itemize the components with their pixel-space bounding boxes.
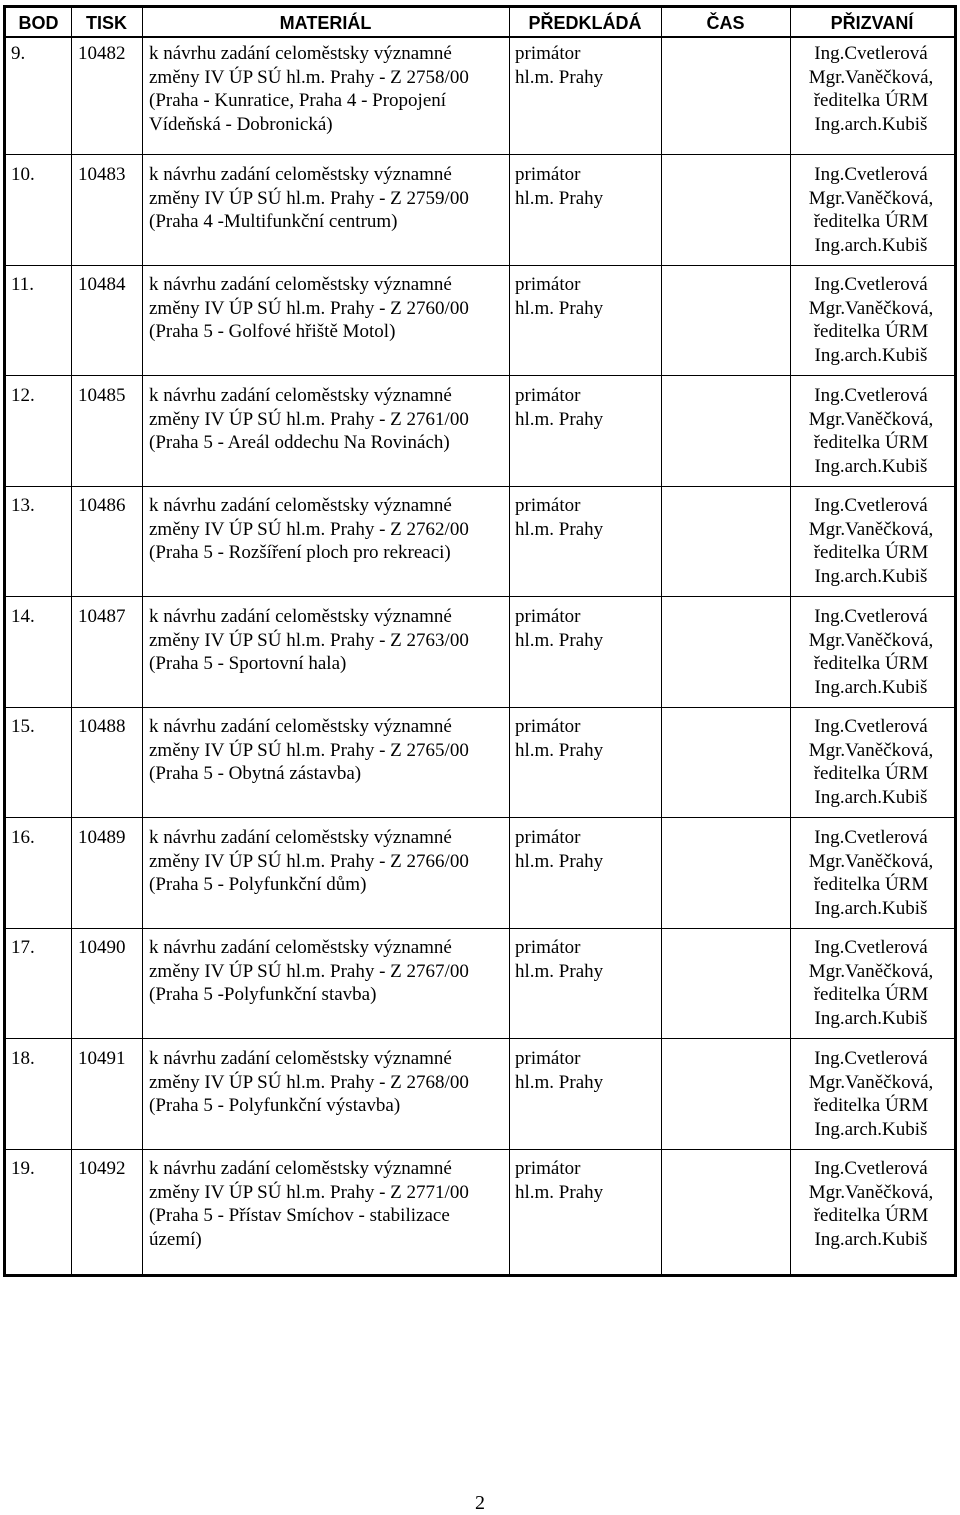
tisk-cell: 10489 bbox=[78, 827, 126, 848]
material-line: k návrhu zadání celoměstsky významné bbox=[149, 1158, 452, 1179]
predklada-line: primátor bbox=[515, 606, 581, 627]
bod-cell: 15. bbox=[11, 716, 35, 737]
predklada-line: hl.m. Prahy bbox=[515, 1181, 604, 1203]
prizvani-line: ředitelka ÚRM bbox=[813, 211, 929, 232]
prizvani-line: Ing.Cvetlerová bbox=[814, 495, 928, 516]
prizvani-line: Mgr.Vaněčková, bbox=[808, 66, 934, 88]
predklada-cell bbox=[515, 936, 603, 983]
predklada-line: primátor bbox=[515, 716, 581, 737]
predklada-line: primátor bbox=[515, 1048, 581, 1069]
material-line: (Praha 4 -Multifunkční centrum) bbox=[149, 211, 398, 232]
material-line: k návrhu zadání celoměstsky významné bbox=[149, 1048, 452, 1069]
prizvani-cell bbox=[786, 163, 956, 257]
prizvani-line: Ing.Cvetlerová bbox=[814, 43, 928, 64]
predklada-line: hl.m. Prahy bbox=[515, 960, 604, 982]
prizvani-line: ředitelka ÚRM bbox=[813, 90, 929, 111]
prizvani-line: Ing.Cvetlerová bbox=[814, 1158, 928, 1179]
prizvani-line: Ing.arch.Kubiš bbox=[814, 565, 928, 587]
material-cell bbox=[149, 384, 509, 455]
prizvani-line: Ing.Cvetlerová bbox=[814, 716, 928, 737]
predklada-cell bbox=[515, 1157, 603, 1204]
header-cas: ČAS bbox=[706, 13, 745, 33]
prizvani-line: Ing.arch.Kubiš bbox=[814, 786, 928, 808]
material-line: změny IV ÚP SÚ hl.m. Prahy - Z 2767/00 bbox=[149, 960, 469, 982]
material-line: k návrhu zadání celoměstsky významné bbox=[149, 274, 452, 295]
prizvani-line: ředitelka ÚRM bbox=[813, 763, 929, 784]
prizvani-line: Ing.arch.Kubiš bbox=[814, 1228, 928, 1250]
prizvani-line: Mgr.Vaněčková, bbox=[808, 960, 934, 982]
prizvani-line: Ing.arch.Kubiš bbox=[814, 234, 928, 256]
material-line: změny IV ÚP SÚ hl.m. Prahy - Z 2765/00 bbox=[149, 739, 469, 761]
prizvani-line: Mgr.Vaněčková, bbox=[808, 629, 934, 651]
predklada-cell bbox=[515, 605, 603, 652]
prizvani-cell bbox=[786, 826, 956, 920]
material-line: k návrhu zadání celoměstsky významné bbox=[149, 937, 452, 958]
prizvani-line: Mgr.Vaněčková, bbox=[808, 739, 934, 761]
predklada-line: primátor bbox=[515, 937, 581, 958]
material-line: (Praha 5 -Polyfunkční stavba) bbox=[149, 984, 377, 1005]
prizvani-line: ředitelka ÚRM bbox=[813, 432, 929, 453]
prizvani-line: Ing.arch.Kubiš bbox=[814, 1118, 928, 1140]
predklada-line: hl.m. Prahy bbox=[515, 1071, 604, 1093]
tisk-cell: 10492 bbox=[78, 1158, 126, 1179]
predklada-line: hl.m. Prahy bbox=[515, 187, 604, 209]
predklada-line: primátor bbox=[515, 385, 581, 406]
tisk-cell: 10482 bbox=[78, 43, 126, 64]
bod-cell: 13. bbox=[11, 495, 35, 516]
prizvani-line: Ing.arch.Kubiš bbox=[814, 1007, 928, 1029]
material-line: Vídeňská - Dobronická) bbox=[149, 113, 333, 135]
material-line: (Praha 5 - Polyfunkční výstavba) bbox=[149, 1095, 401, 1116]
prizvani-line: Ing.arch.Kubiš bbox=[814, 676, 928, 698]
bod-cell: 10. bbox=[11, 164, 35, 185]
prizvani-cell bbox=[786, 384, 956, 478]
material-cell bbox=[149, 715, 509, 786]
predklada-line: hl.m. Prahy bbox=[515, 518, 604, 540]
material-line: k návrhu zadání celoměstsky významné bbox=[149, 606, 452, 627]
material-line: k návrhu zadání celoměstsky významné bbox=[149, 43, 452, 64]
material-cell bbox=[149, 605, 509, 676]
material-line: (Praha 5 - Polyfunkční dům) bbox=[149, 874, 367, 895]
prizvani-line: Ing.Cvetlerová bbox=[814, 937, 928, 958]
prizvani-line: Mgr.Vaněčková, bbox=[808, 408, 934, 430]
agenda-table bbox=[3, 5, 957, 1277]
header-prizvani: PŘIZVANÍ bbox=[830, 13, 914, 33]
material-line: změny IV ÚP SÚ hl.m. Prahy - Z 2760/00 bbox=[149, 297, 469, 319]
row-divider bbox=[6, 265, 954, 266]
row-divider bbox=[6, 596, 954, 597]
prizvani-line: Mgr.Vaněčková, bbox=[808, 850, 934, 872]
material-line: změny IV ÚP SÚ hl.m. Prahy - Z 2761/00 bbox=[149, 408, 469, 430]
material-line: (Praha 5 - Areál oddechu Na Rovinách) bbox=[149, 432, 450, 453]
column-divider bbox=[509, 8, 510, 1274]
prizvani-line: Ing.arch.Kubiš bbox=[814, 455, 928, 477]
predklada-cell bbox=[515, 42, 603, 89]
header-predklada: PŘEDKLÁDÁ bbox=[528, 13, 642, 33]
material-line: změny IV ÚP SÚ hl.m. Prahy - Z 2763/00 bbox=[149, 629, 469, 651]
material-cell bbox=[149, 494, 509, 565]
prizvani-line: ředitelka ÚRM bbox=[813, 984, 929, 1005]
material-line: změny IV ÚP SÚ hl.m. Prahy - Z 2758/00 bbox=[149, 66, 469, 88]
predklada-cell bbox=[515, 1047, 603, 1094]
material-line: (Praha 5 - Rozšíření ploch pro rekreaci) bbox=[149, 542, 451, 563]
predklada-line: hl.m. Prahy bbox=[515, 850, 604, 872]
predklada-line: hl.m. Prahy bbox=[515, 297, 604, 319]
row-divider bbox=[6, 375, 954, 376]
prizvani-line: ředitelka ÚRM bbox=[813, 542, 929, 563]
bod-cell: 16. bbox=[11, 827, 35, 848]
material-line: k návrhu zadání celoměstsky významné bbox=[149, 385, 452, 406]
tisk-cell: 10484 bbox=[78, 274, 126, 295]
prizvani-cell bbox=[786, 494, 956, 588]
prizvani-line: Ing.Cvetlerová bbox=[814, 274, 928, 295]
predklada-line: hl.m. Prahy bbox=[515, 739, 604, 761]
tisk-cell: 10491 bbox=[78, 1048, 126, 1069]
header-material: MATERIÁL bbox=[279, 13, 372, 33]
tisk-cell: 10486 bbox=[78, 495, 126, 516]
header-divider bbox=[6, 36, 954, 38]
bod-cell: 14. bbox=[11, 606, 35, 627]
prizvani-cell bbox=[786, 1157, 956, 1251]
prizvani-line: Ing.arch.Kubiš bbox=[814, 113, 928, 135]
prizvani-line: ředitelka ÚRM bbox=[813, 653, 929, 674]
prizvani-line: Ing.Cvetlerová bbox=[814, 164, 928, 185]
tisk-cell: 10485 bbox=[78, 385, 126, 406]
material-cell bbox=[149, 1047, 509, 1118]
predklada-line: primátor bbox=[515, 495, 581, 516]
row-divider bbox=[6, 707, 954, 708]
prizvani-cell bbox=[786, 605, 956, 699]
tisk-cell: 10483 bbox=[78, 164, 126, 185]
material-line: změny IV ÚP SÚ hl.m. Prahy - Z 2768/00 bbox=[149, 1071, 469, 1093]
prizvani-cell bbox=[786, 936, 956, 1030]
predklada-cell bbox=[515, 494, 603, 541]
prizvani-line: ředitelka ÚRM bbox=[813, 1205, 929, 1226]
material-line: změny IV ÚP SÚ hl.m. Prahy - Z 2771/00 bbox=[149, 1181, 469, 1203]
prizvani-line: Mgr.Vaněčková, bbox=[808, 518, 934, 540]
predklada-cell bbox=[515, 384, 603, 431]
prizvani-cell bbox=[786, 273, 956, 367]
prizvani-cell bbox=[786, 715, 956, 809]
prizvani-cell bbox=[786, 42, 956, 136]
material-line: (Praha 5 - Obytná zástavba) bbox=[149, 763, 362, 784]
material-line: k návrhu zadání celoměstsky významné bbox=[149, 716, 452, 737]
prizvani-cell bbox=[786, 1047, 956, 1141]
prizvani-line: Ing.Cvetlerová bbox=[814, 385, 928, 406]
row-divider bbox=[6, 817, 954, 818]
page-number: 2 bbox=[475, 1492, 485, 1514]
material-line: (Praha - Kunratice, Praha 4 - Propojení bbox=[149, 90, 447, 111]
predklada-line: primátor bbox=[515, 1158, 581, 1179]
prizvani-line: ředitelka ÚRM bbox=[813, 321, 929, 342]
predklada-line: primátor bbox=[515, 164, 581, 185]
predklada-cell bbox=[515, 163, 603, 210]
row-divider bbox=[6, 928, 954, 929]
material-cell bbox=[149, 42, 509, 136]
material-line: území) bbox=[149, 1228, 202, 1250]
prizvani-line: Mgr.Vaněčková, bbox=[808, 1071, 934, 1093]
bod-cell: 17. bbox=[11, 937, 35, 958]
material-cell bbox=[149, 1157, 509, 1251]
material-line: změny IV ÚP SÚ hl.m. Prahy - Z 2759/00 bbox=[149, 187, 469, 209]
predklada-line: hl.m. Prahy bbox=[515, 408, 604, 430]
material-line: změny IV ÚP SÚ hl.m. Prahy - Z 2762/00 bbox=[149, 518, 469, 540]
bod-cell: 19. bbox=[11, 1158, 35, 1179]
material-line: (Praha 5 - Přístav Smíchov - stabilizace bbox=[149, 1205, 450, 1226]
header-tisk: TISK bbox=[85, 13, 127, 33]
row-divider bbox=[6, 1038, 954, 1039]
predklada-line: hl.m. Prahy bbox=[515, 629, 604, 651]
material-cell bbox=[149, 936, 509, 1007]
material-cell bbox=[149, 273, 509, 344]
tisk-cell: 10487 bbox=[78, 606, 126, 627]
material-line: (Praha 5 - Golfové hřiště Motol) bbox=[149, 321, 396, 342]
tisk-cell: 10488 bbox=[78, 716, 126, 737]
row-divider bbox=[6, 486, 954, 487]
prizvani-line: Mgr.Vaněčková, bbox=[808, 297, 934, 319]
row-divider bbox=[6, 154, 954, 155]
column-divider bbox=[142, 8, 143, 1274]
prizvani-line: Mgr.Vaněčková, bbox=[808, 1181, 934, 1203]
predklada-cell bbox=[515, 273, 603, 320]
bod-cell: 9. bbox=[11, 43, 26, 64]
material-line: změny IV ÚP SÚ hl.m. Prahy - Z 2766/00 bbox=[149, 850, 469, 872]
prizvani-line: Mgr.Vaněčková, bbox=[808, 187, 934, 209]
bod-cell: 18. bbox=[11, 1048, 35, 1069]
material-line: k návrhu zadání celoměstsky významné bbox=[149, 827, 452, 848]
material-line: k návrhu zadání celoměstsky významné bbox=[149, 164, 452, 185]
tisk-cell: 10490 bbox=[78, 937, 126, 958]
row-divider bbox=[6, 1149, 954, 1150]
header-bod: BOD bbox=[18, 13, 59, 33]
prizvani-line: Ing.arch.Kubiš bbox=[814, 897, 928, 919]
predklada-line: primátor bbox=[515, 274, 581, 295]
prizvani-line: Ing.arch.Kubiš bbox=[814, 344, 928, 366]
predklada-cell bbox=[515, 826, 603, 873]
prizvani-line: Ing.Cvetlerová bbox=[814, 1048, 928, 1069]
predklada-line: primátor bbox=[515, 827, 581, 848]
prizvani-line: ředitelka ÚRM bbox=[813, 1095, 929, 1116]
column-divider bbox=[71, 8, 72, 1274]
predklada-line: primátor bbox=[515, 43, 581, 64]
material-line: (Praha 5 - Sportovní hala) bbox=[149, 653, 347, 674]
bod-cell: 11. bbox=[11, 274, 35, 295]
predklada-cell bbox=[515, 715, 603, 762]
predklada-line: hl.m. Prahy bbox=[515, 66, 604, 88]
material-line: k návrhu zadání celoměstsky významné bbox=[149, 495, 452, 516]
bod-cell: 12. bbox=[11, 385, 35, 406]
prizvani-line: ředitelka ÚRM bbox=[813, 874, 929, 895]
prizvani-line: Ing.Cvetlerová bbox=[814, 827, 928, 848]
prizvani-line: Ing.Cvetlerová bbox=[814, 606, 928, 627]
column-divider bbox=[661, 8, 662, 1274]
material-cell bbox=[149, 163, 509, 234]
material-cell bbox=[149, 826, 509, 897]
